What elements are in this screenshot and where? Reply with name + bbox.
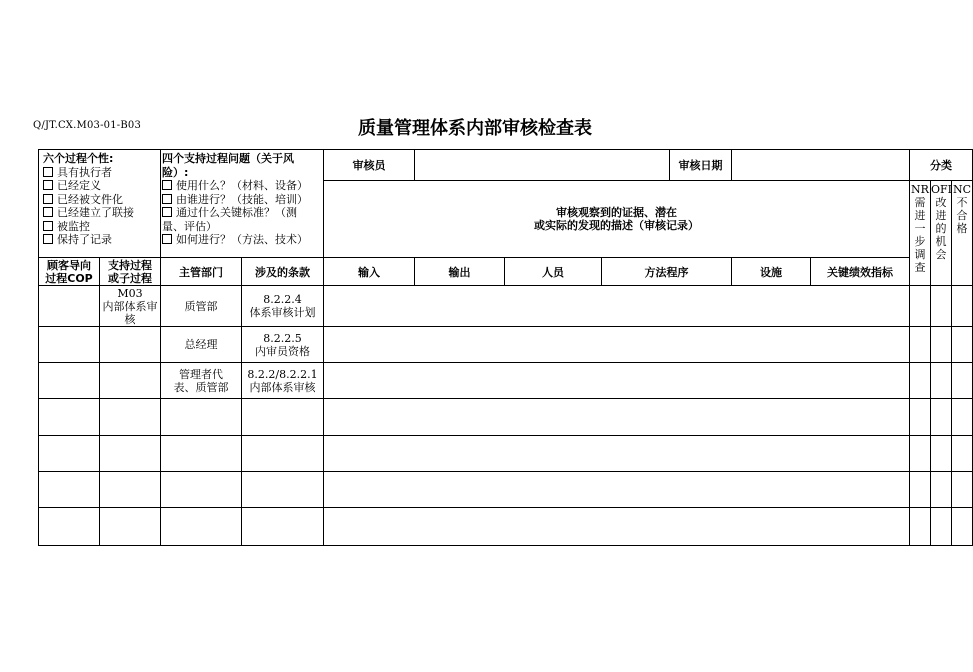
department-cell[interactable]: 管理者代 表、质管部 bbox=[161, 363, 242, 399]
evidence-line1: 审核观察到的证据、潜在 bbox=[556, 206, 677, 219]
nc-cell[interactable] bbox=[952, 363, 973, 399]
clause-cell[interactable]: 8.2.2.5 内审员资格 bbox=[242, 327, 324, 363]
department-cell[interactable] bbox=[161, 508, 242, 546]
col-clause: 涉及的条款 bbox=[242, 258, 324, 286]
nr-cell[interactable] bbox=[910, 327, 931, 363]
table-row bbox=[39, 327, 973, 363]
col-cop: 顾客导向 过程COP bbox=[39, 258, 100, 286]
checkbox-icon[interactable] bbox=[162, 207, 172, 217]
cop-cell[interactable] bbox=[39, 436, 100, 472]
clause-cell[interactable]: 8.2.2/8.2.2.1 内部体系审核 bbox=[242, 363, 324, 399]
checkbox-icon[interactable] bbox=[162, 180, 172, 190]
table-row bbox=[39, 436, 973, 472]
record-cell[interactable] bbox=[324, 508, 910, 546]
clause-cell[interactable] bbox=[242, 508, 324, 546]
col-output: 输出 bbox=[415, 258, 505, 286]
checkbox-icon[interactable] bbox=[162, 194, 172, 204]
six-item-2: 已经定义 bbox=[43, 179, 158, 193]
four-process-title-line1: 四个支持过程问题（关于风 bbox=[162, 152, 294, 165]
record-cell[interactable] bbox=[324, 286, 910, 327]
checkbox-icon[interactable] bbox=[43, 180, 53, 190]
six-item-4: 已经建立了联接 bbox=[43, 206, 158, 220]
nc-cell[interactable] bbox=[952, 286, 973, 327]
four-support-process-questions bbox=[161, 150, 324, 258]
record-cell[interactable] bbox=[324, 472, 910, 508]
sub-process-cell[interactable] bbox=[100, 508, 161, 546]
nr-cell[interactable] bbox=[910, 508, 931, 546]
ofi-cell[interactable] bbox=[931, 436, 952, 472]
document-title: 质量管理体系内部审核检查表 bbox=[358, 118, 592, 139]
sub-process-cell[interactable]: M03 内部体系审 核 bbox=[100, 286, 161, 327]
document-code: Q/JT.CX.M03-01-B03 bbox=[33, 120, 142, 131]
four-process-title-line2: 险）: bbox=[162, 165, 189, 179]
col-kpi: 关键绩效指标 bbox=[811, 258, 910, 286]
sub-process-cell[interactable] bbox=[100, 436, 161, 472]
clause-cell[interactable] bbox=[242, 399, 324, 436]
sub-process-cell[interactable] bbox=[100, 399, 161, 436]
department-cell[interactable]: 质管部 bbox=[161, 286, 242, 327]
nr-cell[interactable] bbox=[910, 399, 931, 436]
department-cell[interactable] bbox=[161, 472, 242, 508]
nr-cell[interactable] bbox=[910, 286, 931, 327]
cop-cell[interactable] bbox=[39, 327, 100, 363]
evidence-line2: 或实际的发现的描述（审核记录） bbox=[534, 219, 699, 232]
col-input: 输入 bbox=[324, 258, 415, 286]
table-row bbox=[39, 363, 973, 399]
record-cell[interactable] bbox=[324, 436, 910, 472]
col-method: 方法程序 bbox=[602, 258, 732, 286]
ofi-cell[interactable] bbox=[931, 399, 952, 436]
evidence-description-header bbox=[324, 181, 910, 258]
col-facility: 设施 bbox=[732, 258, 811, 286]
cop-cell[interactable] bbox=[39, 472, 100, 508]
four-item-4: 如何进行？（方法、技术） bbox=[162, 233, 321, 247]
record-cell[interactable] bbox=[324, 363, 910, 399]
nc-cell[interactable] bbox=[952, 436, 973, 472]
nc-cell[interactable] bbox=[952, 327, 973, 363]
ofi-cell[interactable] bbox=[931, 508, 952, 546]
ofi-cell[interactable] bbox=[931, 363, 952, 399]
four-item-1: 使用什么？（材料、设备） bbox=[162, 179, 321, 193]
department-cell[interactable] bbox=[161, 399, 242, 436]
clause-cell[interactable] bbox=[242, 472, 324, 508]
col-department: 主管部门 bbox=[161, 258, 242, 286]
nr-cell[interactable] bbox=[910, 363, 931, 399]
ofi-cell[interactable] bbox=[931, 327, 952, 363]
record-cell[interactable] bbox=[324, 399, 910, 436]
clause-cell[interactable] bbox=[242, 436, 324, 472]
sub-process-cell[interactable] bbox=[100, 472, 161, 508]
nc-cell[interactable] bbox=[952, 508, 973, 546]
table-row bbox=[39, 399, 973, 436]
sub-process-cell[interactable] bbox=[100, 327, 161, 363]
checkbox-icon[interactable] bbox=[43, 194, 53, 204]
checkbox-icon[interactable] bbox=[43, 234, 53, 244]
table-row bbox=[39, 508, 973, 546]
audit-date-label: 审核日期 bbox=[670, 150, 732, 181]
record-cell[interactable] bbox=[324, 327, 910, 363]
cop-cell[interactable] bbox=[39, 363, 100, 399]
auditor-value[interactable] bbox=[415, 150, 670, 181]
audit-date-value[interactable] bbox=[732, 150, 910, 181]
audit-checklist-table bbox=[38, 149, 973, 546]
six-process-title: 六个过程个性: bbox=[43, 152, 114, 165]
four-item-3-cont: 量、评估） bbox=[162, 219, 217, 233]
nr-cell[interactable] bbox=[910, 472, 931, 508]
six-process-characteristics bbox=[39, 150, 161, 258]
four-item-3: 通过什么关键标准？（测 bbox=[162, 206, 321, 220]
nc-cell[interactable] bbox=[952, 472, 973, 508]
checkbox-icon[interactable] bbox=[162, 234, 172, 244]
nr-column-header: NR 需 进 一 步 调 查 bbox=[910, 181, 931, 286]
nc-cell[interactable] bbox=[952, 399, 973, 436]
nr-cell[interactable] bbox=[910, 436, 931, 472]
table-row bbox=[39, 286, 973, 327]
six-item-1: 具有执行者 bbox=[43, 166, 158, 180]
nc-column-header: NC 不 合 格 bbox=[952, 181, 973, 286]
department-cell[interactable] bbox=[161, 436, 242, 472]
auditor-label: 审核员 bbox=[324, 150, 415, 181]
ofi-cell[interactable] bbox=[931, 472, 952, 508]
sub-process-cell[interactable] bbox=[100, 363, 161, 399]
table-row bbox=[39, 472, 973, 508]
ofi-column-header: OFI 改 进 的 机 会 bbox=[931, 181, 952, 286]
cop-cell[interactable] bbox=[39, 508, 100, 546]
six-item-5: 被监控 bbox=[43, 220, 158, 234]
col-sub-process: 支持过程 或子过程 bbox=[100, 258, 161, 286]
four-item-2: 由谁进行？（技能、培训） bbox=[162, 193, 321, 207]
checkbox-icon[interactable] bbox=[43, 221, 53, 231]
cop-cell[interactable] bbox=[39, 286, 100, 327]
classification-label: 分类 bbox=[910, 150, 973, 181]
ofi-cell[interactable] bbox=[931, 286, 952, 327]
col-person: 人员 bbox=[505, 258, 602, 286]
checkbox-icon[interactable] bbox=[43, 167, 53, 177]
six-item-6: 保持了记录 bbox=[43, 233, 158, 247]
department-cell[interactable]: 总经理 bbox=[161, 327, 242, 363]
six-item-3: 已经被文件化 bbox=[43, 193, 158, 207]
cop-cell[interactable] bbox=[39, 399, 100, 436]
checkbox-icon[interactable] bbox=[43, 207, 53, 217]
clause-cell[interactable]: 8.2.2.4 体系审核计划 bbox=[242, 286, 324, 327]
